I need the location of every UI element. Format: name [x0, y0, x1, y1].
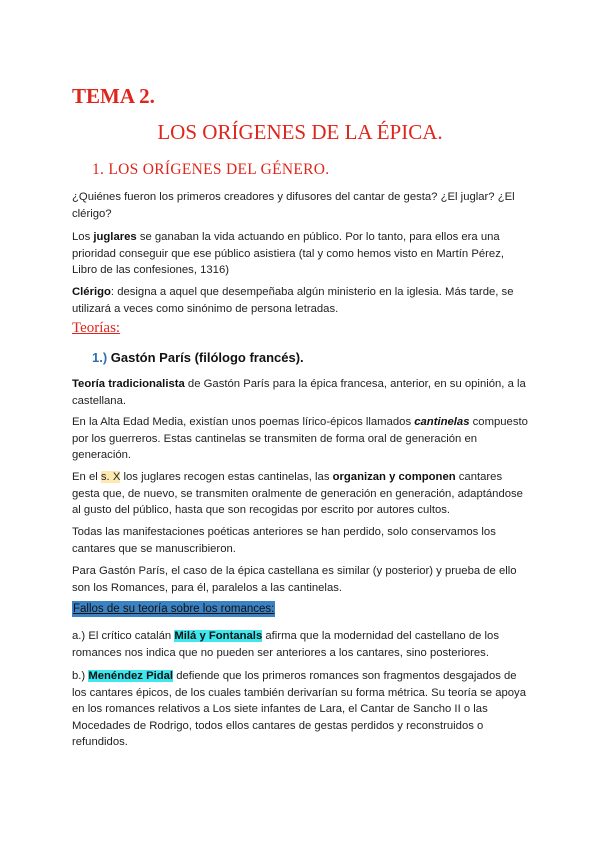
- bold-term: Teoría tradicionalista: [72, 378, 185, 390]
- bold-term: Clérigo: [72, 286, 111, 298]
- text-segment: defiende que los primeros romances son fragmentos desgajados de los cantares épicos, de los cuales también derivarían su forma métrica. Su teoría se apoya en los romances relativos a Los siete infantes de Lara, el Cantar de Sancho II o las Mocedades de Rodrigo, todos ellos cantares de gestas perdidos y reconstruidos o refundidos.: [72, 670, 526, 748]
- paragraph-siglo-x: [72, 469, 532, 519]
- highlighted-term: s. X: [100, 471, 121, 483]
- page-title: TEMA 2.: [72, 84, 155, 108]
- bold-term: organizan y componen: [332, 471, 456, 483]
- text-segment: compuesto por los guerreros. Estas cantinelas se transmiten de forma oral de generación en generación.: [72, 416, 528, 461]
- bold-term: juglares: [93, 231, 137, 243]
- text-segment: b.): [72, 670, 89, 682]
- paragraph-fault-b: [72, 668, 532, 751]
- bold-italic-term: cantinelas: [414, 416, 470, 428]
- paragraph-juglares: [72, 229, 532, 279]
- paragraph-tradicionalista: [72, 376, 532, 409]
- paragraph-cantinelas: [72, 414, 532, 464]
- paragraph-romances: Para Gastón París, el caso de la épica castellana es similar (y posterior) y prueba de ello son los Romances, para él, paralelos a las cantinelas.: [72, 565, 517, 594]
- list-title: Gastón París (filólogo francés).: [107, 350, 304, 365]
- theory-item-gaston-paris: [92, 350, 304, 365]
- text-segment: se ganaban la vida actuando en público. Por lo tanto, para ellos era una prioridad conseguir que ese público asistiera (tal y como hemos visto en Martín Pérez, Libro de las confesiones, 1316): [72, 231, 505, 276]
- paragraph-question: ¿Quiénes fueron los primeros creadores y difusores del cantar de gesta? ¿El juglar? ¿El clérigo?: [72, 191, 515, 220]
- text-segment: En el: [72, 471, 101, 483]
- text-segment: a.) El crítico catalán: [72, 630, 175, 642]
- text-segment: los juglares recogen estas cantinelas, las: [120, 471, 333, 483]
- highlighted-term: Milá y Fontanals: [174, 630, 263, 642]
- text-segment: : designa a aquel que desempeñaba algún ministerio en la iglesia. Más tarde, se utilizará a veces como sinónimo de persona letradas.: [72, 286, 514, 315]
- text-segment: Los: [72, 231, 94, 243]
- section-heading-1: 1. LOS ORÍGENES DEL GÉNERO.: [92, 161, 330, 178]
- paragraph-clerigo: [72, 284, 532, 317]
- list-number: 1.): [92, 350, 108, 365]
- paragraph-fault-a: [72, 628, 532, 661]
- text-segment: afirma que la modernidad del castellano de los romances nos indica que no pueden ser anteriores a los cantares, sino posteriores.: [72, 630, 499, 659]
- page-subtitle: LOS ORÍGENES DE LA ÉPICA.: [157, 120, 443, 144]
- highlighted-term: Menéndez Pidal: [88, 670, 174, 682]
- theories-heading: Teorías:: [72, 320, 121, 336]
- paragraph-manifestaciones: Todas las manifestaciones poéticas anteriores se han perdido, solo conservamos los cantares que se manuscribieron.: [72, 526, 496, 555]
- text-segment: de Gastón París para la épica francesa, anterior, en su opinión, a la castellana.: [72, 378, 526, 407]
- faults-heading: Fallos de su teoría sobre los romances:: [73, 603, 275, 615]
- text-segment: cantares gesta que, de nuevo, se transmiten oralmente de generación en generación, adaptándose al gusto del público, hasta que son recogidas por escrito por autores cultos.: [72, 471, 523, 516]
- text-segment: En la Alta Edad Media, existían unos poemas lírico-épicos llamados: [72, 416, 415, 428]
